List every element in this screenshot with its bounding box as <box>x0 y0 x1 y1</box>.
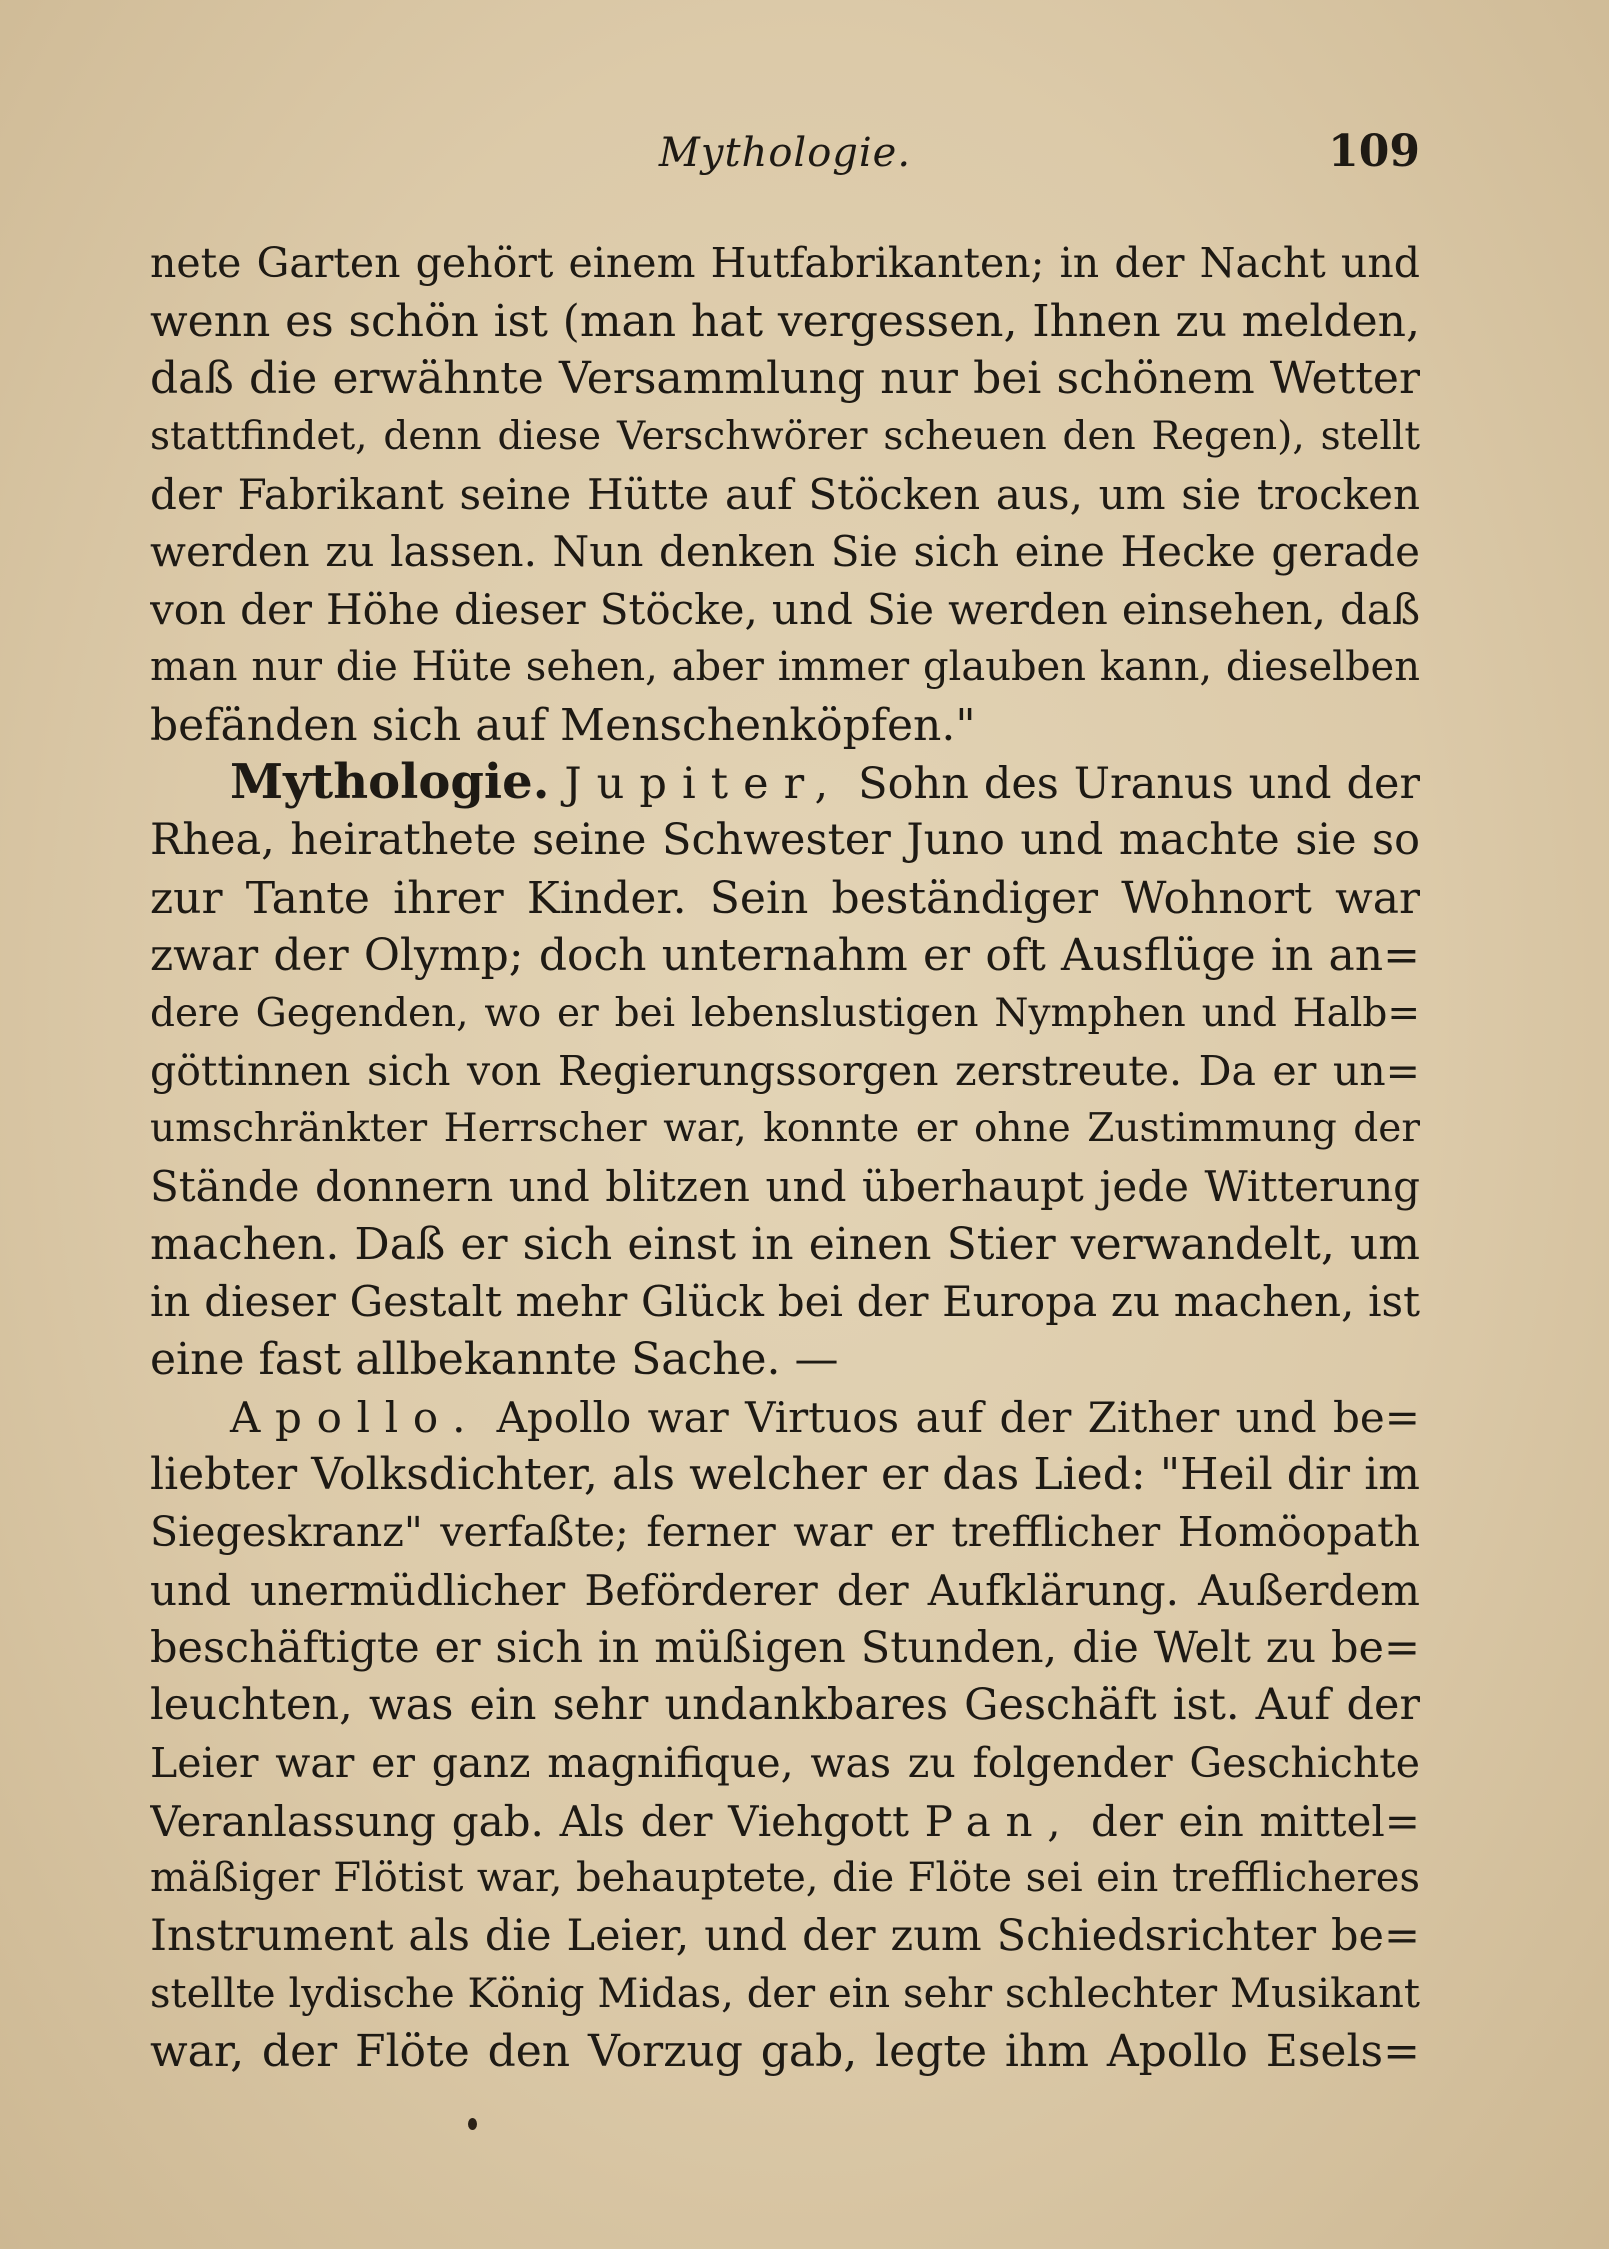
section-start-mythologie <box>150 754 1420 812</box>
text-span: der ein mittel= <box>1090 1796 1420 1846</box>
text-line: liebter Volksdichter, als welcher er das Lied: "Heil dir im <box>150 1449 1420 1501</box>
text-line: von der Höhe dieser Stöcke, und Sie werden einsehen, daß <box>150 585 1420 635</box>
running-title: Mythologie. <box>658 130 912 176</box>
text-line: stellte lydische König Midas, der ein sehr schlechter Musikant <box>150 1970 1420 2017</box>
text-line: war, der Flöte den Vorzug gab, legte ihm Apollo Esels= <box>150 2026 1420 2078</box>
text-line: machen. Daß er sich einst in einen Stier verwandelt, um <box>150 1218 1420 1270</box>
text-line: dere Gegenden, wo er bei lebenslustigen Nymphen und Halb= <box>150 990 1420 1036</box>
text-line: mäßiger Flötist war, behauptete, die Flöte sei ein trefflicheres <box>150 1855 1420 1902</box>
text-line: in dieser Gestalt mehr Glück bei der Europa zu machen, ist <box>150 1277 1420 1327</box>
text-line: zwar der Olymp; doch unternahm er oft Ausflüge in an= <box>150 930 1420 982</box>
text-line: eine fast allbekannte Sache. — <box>150 1334 839 1386</box>
text-line-with-pan <box>150 1793 1420 1851</box>
text-line: und unermüdlicher Beförderer der Aufklärung. Außerdem <box>150 1565 1420 1615</box>
page-number: 109 <box>1328 126 1420 177</box>
text-line: Stände donnern und blitzen und überhaupt jede Witterung <box>150 1162 1420 1211</box>
text-line: leuchten, was ein sehr undankbares Geschäft ist. Auf der <box>150 1680 1420 1731</box>
ink-speck <box>468 2118 477 2130</box>
text-line: göttinnen sich von Regierungssorgen zerstreute. Da er un= <box>150 1046 1420 1095</box>
text-line: daß die erwähnte Versammlung nur bei schönem Wetter <box>150 353 1420 405</box>
text-line: werden zu lassen. Nun denken Sie sich eine Hecke gerade <box>150 527 1420 577</box>
text-line: umschränkter Herrscher war, konnte er ohne Zustimmung der <box>150 1106 1420 1152</box>
text-line: Instrument als die Leier, und der zum Schiedsrichter be= <box>150 1910 1420 1961</box>
text-line: man nur die Hüte sehen, aber immer glauben kann, dieselben <box>150 643 1420 690</box>
text-line: Siegeskranz" verfaßte; ferner war er trefflicher Homöopath <box>150 1508 1420 1557</box>
text-span: Sohn des Uranus und der <box>858 759 1420 810</box>
text-line: beschäftigte er sich in müßigen Stunden, die Welt zu be= <box>150 1622 1420 1673</box>
spaced-name-jupiter: Jupiter, <box>564 759 844 810</box>
page-body <box>150 235 1420 2081</box>
text-line: Leier war er ganz magnifique, was zu folgender Geschichte <box>150 1738 1420 1787</box>
paragraph-start-apollo <box>150 1389 1420 1447</box>
section-heading: Mythologie. <box>230 754 550 811</box>
text-line: befänden sich auf Menschenköpfen." <box>150 699 976 751</box>
text-line: stattfindet, denn diese Verschwörer scheuen den Regen), stellt <box>150 414 1420 460</box>
spaced-name-pan: Pan, <box>924 1796 1076 1846</box>
text-line: nete Garten gehört einem Hutfabrikanten; in der Nacht und <box>150 239 1420 287</box>
page-header <box>150 126 1420 190</box>
text-line: wenn es schön ist (man hat vergessen, Ihnen zu melden, <box>150 295 1420 347</box>
text-line: zur Tante ihrer Kinder. Sein beständiger Wohnort war <box>150 872 1420 924</box>
text-line: Rhea, heirathete seine Schwester Juno und machte sie so <box>150 814 1420 865</box>
text-span: Veranlassung gab. Als der Viehgott <box>150 1796 909 1846</box>
spaced-name-apollo: Apollo. <box>230 1392 481 1442</box>
text-line: der Fabrikant seine Hütte auf Stöcken aus, um sie trocken <box>150 469 1420 519</box>
text-span: Apollo war Virtuos auf der Zither und be= <box>496 1392 1420 1442</box>
